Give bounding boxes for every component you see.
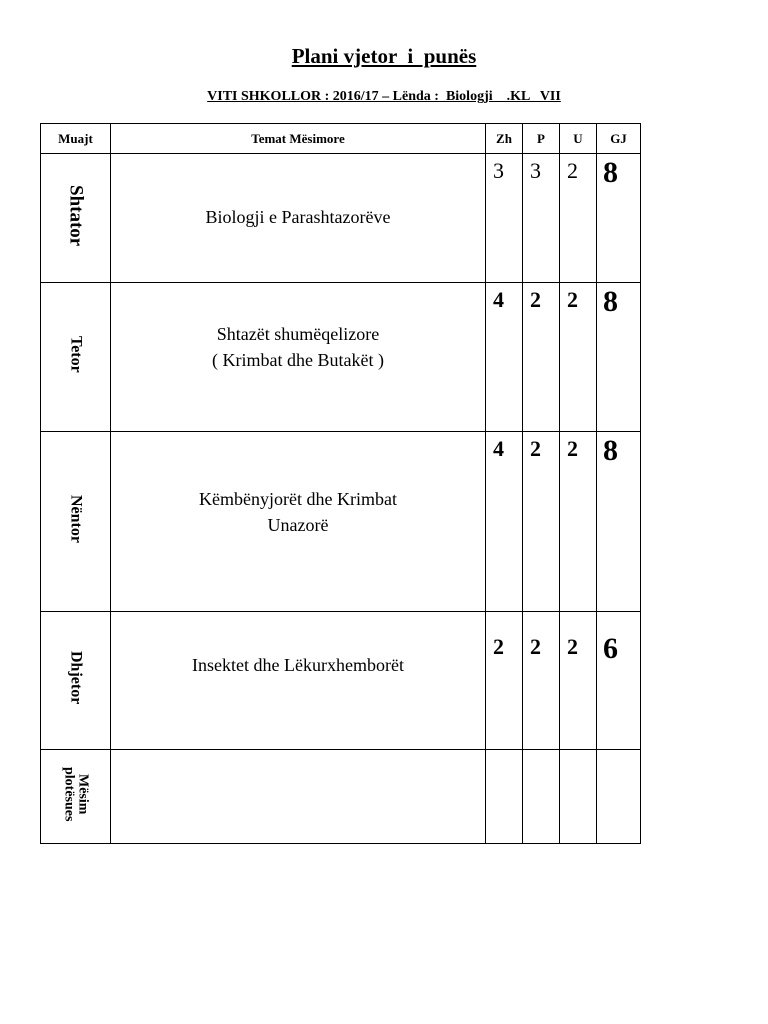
table-row (41, 612, 641, 750)
p-value: 2 (530, 287, 541, 312)
month-label: Nëntor (67, 495, 85, 543)
gj-cell (597, 750, 641, 844)
page-subtitle: VITI SHKOLLOR : 2016/17 – Lënda : Biologji .KL VII (207, 89, 561, 104)
u-value: 2 (567, 436, 578, 461)
p-value: 2 (530, 634, 541, 659)
p-cell (523, 283, 560, 432)
month-cell (41, 154, 111, 283)
u-cell (560, 750, 597, 844)
p-cell (523, 750, 560, 844)
table-row (41, 154, 641, 283)
topic-cell (111, 154, 486, 283)
topic-cell (111, 750, 486, 844)
table-header-row (41, 124, 641, 154)
gj-value: 8 (603, 434, 618, 467)
topic-line: ( Krimbat dhe Butakët ) (212, 350, 384, 370)
u-value: 2 (567, 158, 578, 183)
month-label: Shtator (65, 184, 87, 247)
gj-value: 8 (603, 156, 618, 189)
month-label: Tetor (67, 336, 85, 373)
u-cell (560, 154, 597, 283)
gj-value: 6 (603, 632, 618, 665)
topic-line: Shtazët shumëqelizore (216, 324, 380, 344)
zh-cell (486, 283, 523, 432)
column-header-gj: GJ (597, 124, 641, 154)
p-cell (523, 612, 560, 750)
topic-cell (111, 432, 486, 612)
gj-cell (597, 283, 641, 432)
column-header-temat: Temat Mësimore (111, 124, 486, 154)
u-value: 2 (567, 287, 578, 312)
p-value: 3 (530, 158, 541, 183)
column-header-u: U (560, 124, 597, 154)
zh-value: 4 (493, 287, 504, 312)
p-cell (523, 432, 560, 612)
plan-table (40, 123, 641, 844)
month-label: Mësim plotësues (61, 766, 91, 822)
zh-cell (486, 432, 523, 612)
month-cell (41, 283, 111, 432)
u-cell (560, 432, 597, 612)
column-header-muajt: Muajt (41, 124, 111, 154)
zh-cell (486, 750, 523, 844)
u-value: 2 (567, 634, 578, 659)
table-row (41, 432, 641, 612)
topic-line: Këmbënyjorët dhe Krimbat (199, 489, 397, 509)
zh-value: 3 (493, 158, 504, 183)
p-value: 2 (530, 436, 541, 461)
topic-cell (111, 612, 486, 750)
u-cell (560, 612, 597, 750)
gj-cell (597, 612, 641, 750)
zh-cell (486, 612, 523, 750)
topic-line: Biologji e Parashtazorëve (205, 207, 391, 227)
gj-cell (597, 432, 641, 612)
column-header-p: P (523, 124, 560, 154)
table-row (41, 750, 641, 844)
month-cell (41, 432, 111, 612)
zh-cell (486, 154, 523, 283)
u-cell (560, 283, 597, 432)
zh-value: 4 (493, 436, 504, 461)
page-title: Plani vjetor i punës (291, 44, 477, 68)
zh-value: 2 (493, 634, 504, 659)
p-cell (523, 154, 560, 283)
topic-line: Insektet dhe Lëkurxhemborët (192, 655, 404, 675)
month-label: Dhjetor (67, 651, 85, 705)
topic-cell (111, 283, 486, 432)
gj-cell (597, 154, 641, 283)
month-cell (41, 750, 111, 844)
gj-value: 8 (603, 285, 618, 318)
month-cell (41, 612, 111, 750)
column-header-zh: Zh (486, 124, 523, 154)
topic-line: Unazorë (267, 515, 329, 535)
table-row (41, 283, 641, 432)
